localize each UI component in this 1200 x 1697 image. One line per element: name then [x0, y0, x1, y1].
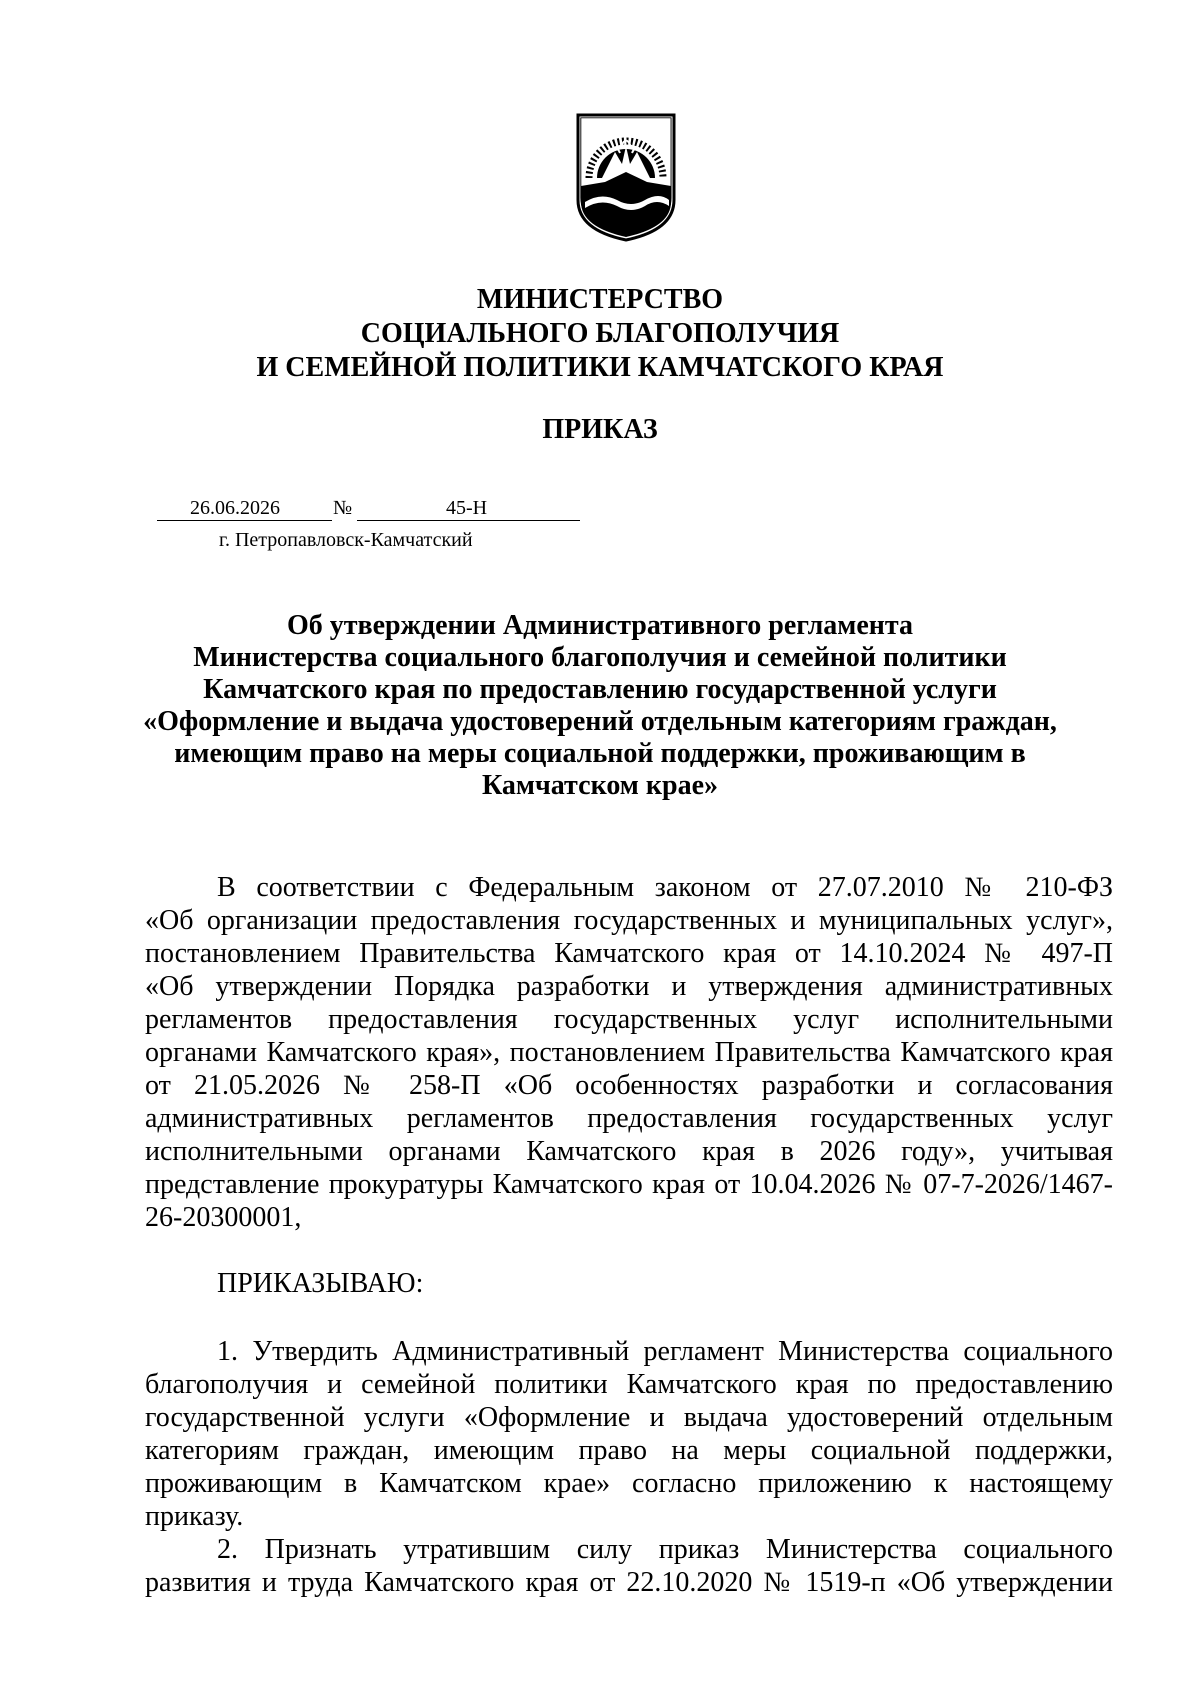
- preamble-line: от 21.05.2026 № 258-П «Об особенностях разработки и согласования: [145, 1070, 1113, 1101]
- number-underline: [357, 520, 580, 521]
- order-number: 45-Н: [446, 497, 488, 519]
- kamchatka-coat-of-arms-icon: [575, 112, 677, 242]
- ministry-name-line-2: СОЦИАЛЬНОГО БЛАГОПОЛУЧИЯ: [360, 318, 840, 349]
- item-line: благополучия и семейной политики Камчатского края по предоставлению: [145, 1369, 1113, 1400]
- item-line: развития и труда Камчатского края от 22.10.2020 № 1519-п «Об утверждении: [145, 1567, 1113, 1598]
- preamble-line: постановлением Правительства Камчатского края от 14.10.2024 № 497-П: [145, 938, 1113, 969]
- ministry-name-line-3: И СЕМЕЙНОЙ ПОЛИТИКИ КАМЧАТСКОГО КРАЯ: [256, 352, 944, 383]
- subject-line: Камчатского края по предоставлению государственной услуги: [203, 674, 997, 705]
- preamble-line: 26-20300001,: [145, 1202, 302, 1233]
- preamble: [145, 871, 1113, 1234]
- preamble-line: В соответствии с Федеральным законом от 27.07.2010 № 210-ФЗ: [217, 872, 1113, 903]
- city-name: г. Петропавловск-Камчатский: [219, 529, 473, 551]
- preamble-line: представление прокуратуры Камчатского края от 10.04.2026 № 07-7-2026/1467-: [145, 1169, 1113, 1200]
- preamble-line: «Об организации предоставления государственных и муниципальных услуг»,: [145, 905, 1113, 936]
- item-line: категориям граждан, имеющим право на меры социальной поддержки,: [145, 1435, 1113, 1466]
- item-line: приказу.: [145, 1501, 244, 1532]
- decree-word: ПРИКАЗЫВАЮ:: [217, 1268, 424, 1299]
- document-type: ПРИКАЗ: [542, 414, 658, 445]
- number-sign: №: [333, 497, 353, 519]
- subject-line: Об утверждении Административного регламента: [286, 610, 914, 641]
- date-underline: [157, 520, 332, 521]
- subject-line: «Оформление и выдача удостоверений отдельным категориям граждан,: [143, 706, 1057, 737]
- subject-line: Министерства социального благополучия и семейной политики: [193, 642, 1007, 673]
- item-line: государственной услуги «Оформление и выдача удостоверений отдельным: [145, 1402, 1113, 1433]
- ministry-name-line-1: МИНИСТЕРСТВО: [476, 284, 724, 315]
- order-subject: [0, 610, 1200, 802]
- order-item-1: [145, 1335, 1113, 1533]
- preamble-line: административных регламентов предоставления государственных услуг: [145, 1103, 1113, 1134]
- ministry-name: [0, 283, 1200, 385]
- item-line: проживающим в Камчатском крае» согласно приложению к настоящему: [145, 1468, 1113, 1499]
- subject-line: имеющим право на меры социальной поддержки, проживающим в: [174, 738, 1026, 769]
- subject-line: Камчатском крае»: [481, 770, 719, 801]
- preamble-line: исполнительными органами Камчатского края в 2026 году», учитывая: [145, 1136, 1113, 1167]
- order-item-2: [145, 1533, 1113, 1599]
- preamble-line: органами Камчатского края», постановлением Правительства Камчатского края: [145, 1037, 1113, 1068]
- preamble-line: регламентов предоставления государственных услуг исполнительными: [145, 1004, 1113, 1035]
- preamble-line: «Об утверждении Порядка разработки и утверждения административных: [145, 971, 1113, 1002]
- item-line: 1. Утвердить Административный регламент Министерства социального: [217, 1336, 1113, 1367]
- order-date: 26.06.2026: [190, 497, 280, 519]
- item-line: 2. Признать утратившим силу приказ Министерства социального: [217, 1534, 1113, 1565]
